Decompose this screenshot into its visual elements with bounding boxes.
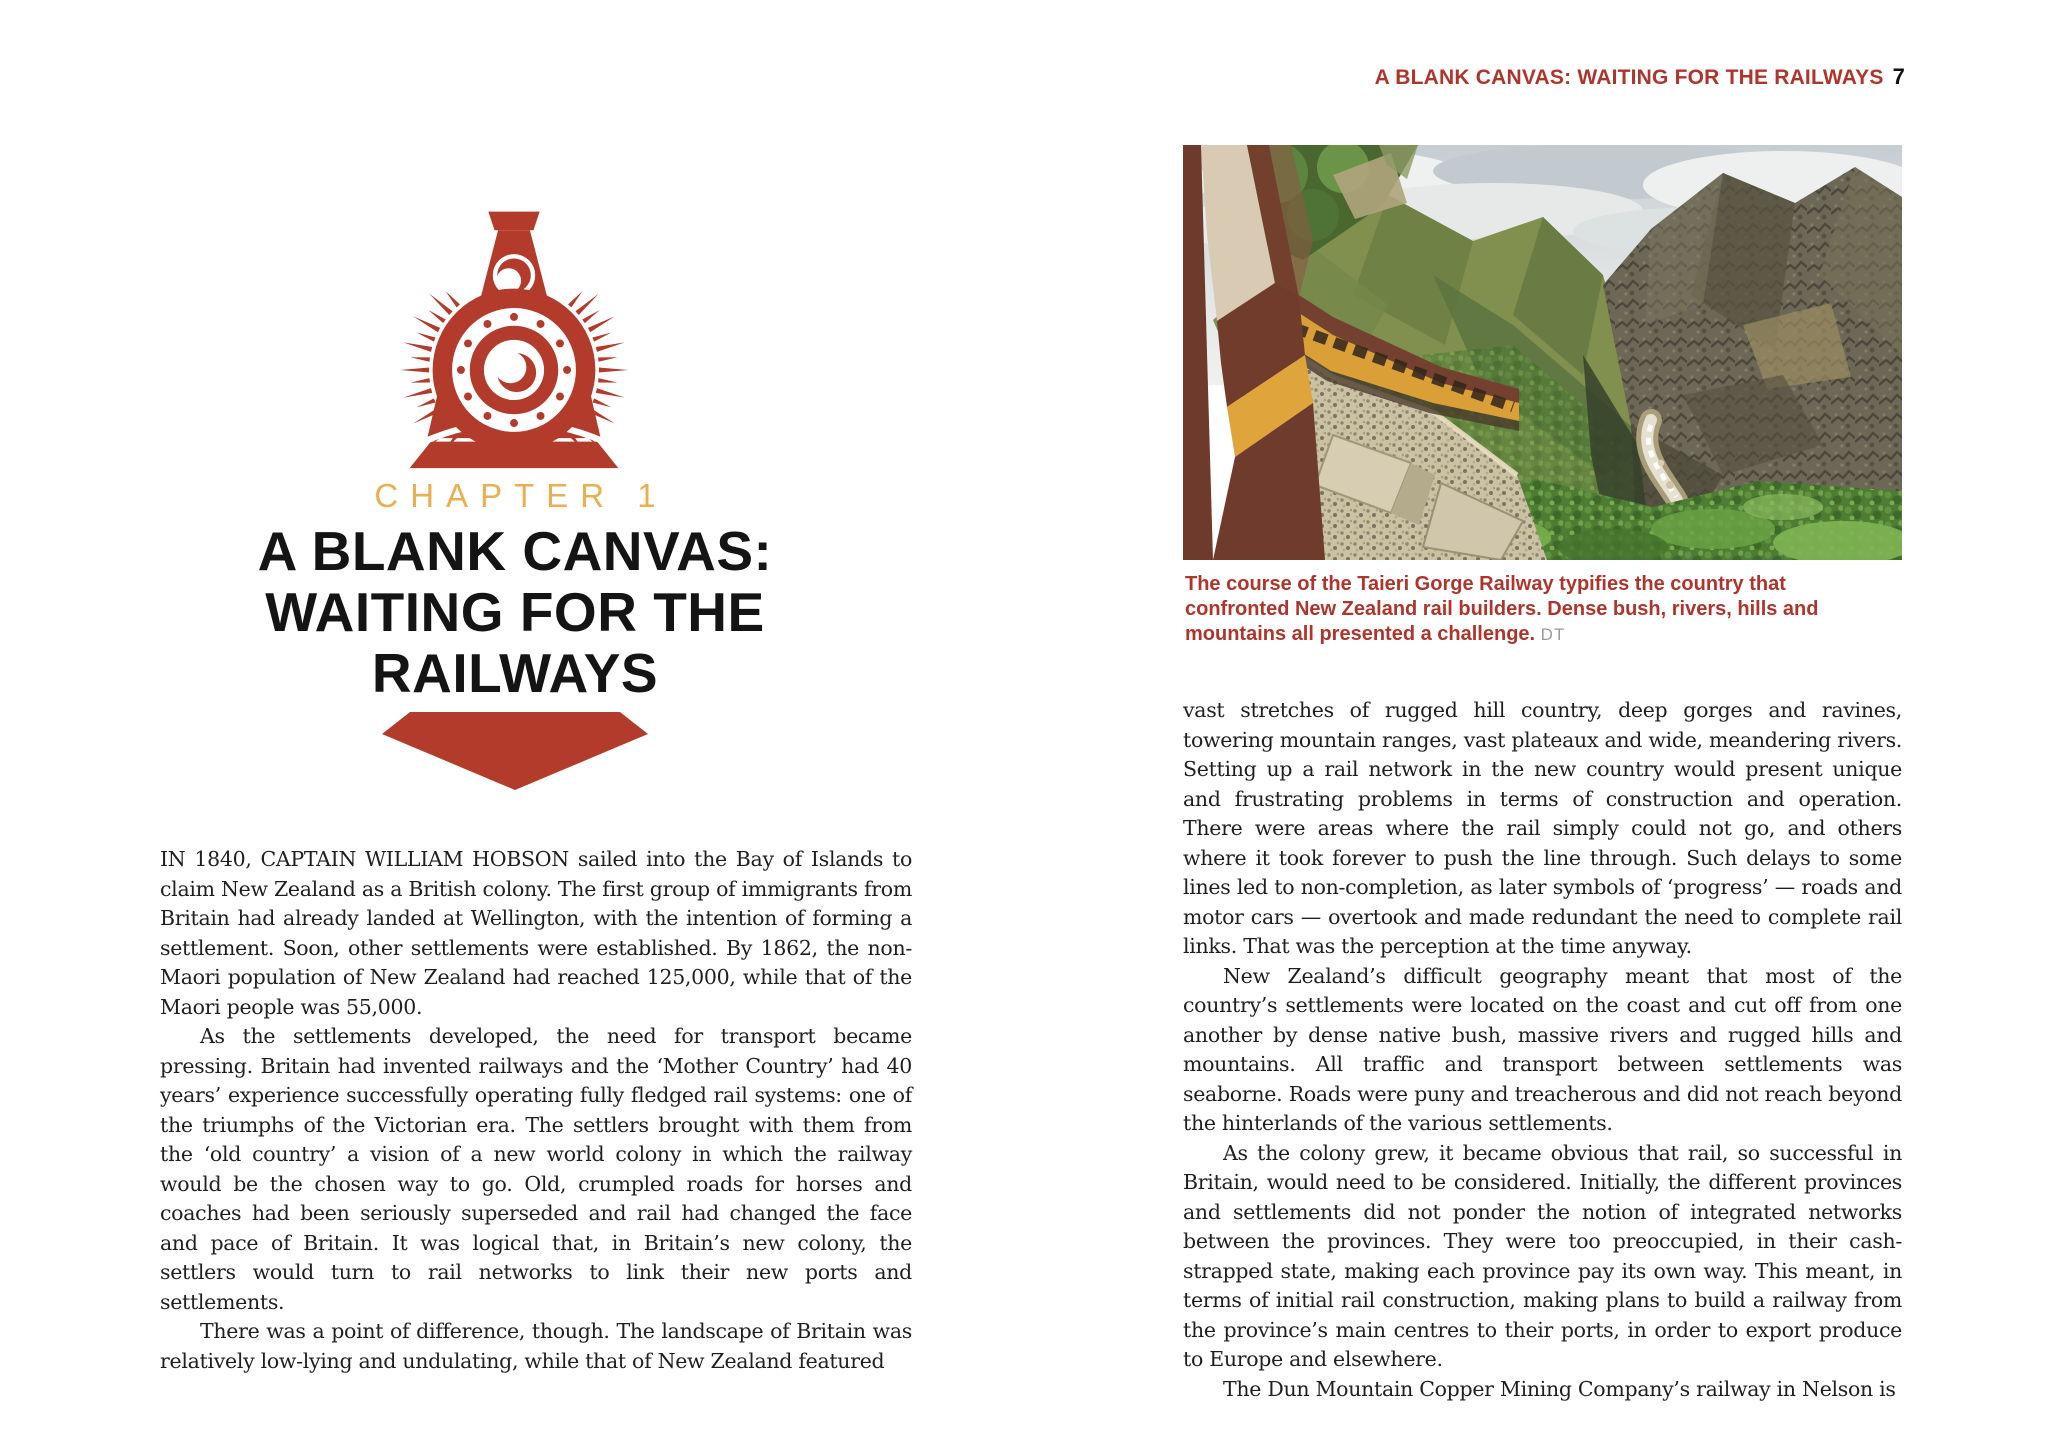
running-header <box>1183 64 1905 90</box>
chapter-title <box>160 521 870 704</box>
body-paragraph: The Dun Mountain Copper Mining Company’s railway in Nelson is <box>1223 1376 1896 1401</box>
chapter-title-line-2: WAITING FOR THE <box>265 581 765 643</box>
chapter-title-line-3: RAILWAYS <box>371 642 659 704</box>
body-paragraph: As the settlements developed, the need for transport became pressing. Britain had invented railways and the ‘Mother Country’ had 40 years’ experience successfully operating fully fledged rail systems: one of the triumphs of the Victorian era. The settlers brought with them from the ‘old country’ a vision of a new world colony in which the railway would be the chosen way to go. Old, crumpled roads for horses and coaches had been seriously superseded and rail had changed the face and pace of Britain. It was logical that, in Britain’s new colony, the settlers would turn to rail networks to link their new ports and settlements. <box>160 1024 912 1314</box>
photo-caption-text: The course of the Taieri Gorge Railway typifies the country that confronted New Zealand rail builders. Dense bush, rivers, hills and mountains all presented a challenge. <box>1185 573 1819 645</box>
body-paragraph: There was a point of difference, though. The landscape of Britain was relatively low-lying and undulating, while that of New Zealand featured <box>160 1319 912 1373</box>
body-paragraph: vast stretches of rugged hill country, deep gorges and ravines, towering mountain ranges, vast plateaux and wide, meandering rivers. Setting up a rail network in the new country would present unique and frustrating problems in terms of construction and operation. There were areas where the rail simply could not go, and others where it took forever to push the line through. Such delays to some lines led to non-completion, as later symbols of ‘progress’ — roads and motor cars — overtook and made redundant the need to complete rail links. That was the perception at the time anyway. <box>1183 698 1902 958</box>
photo-credit: DT <box>1540 625 1566 644</box>
page-number: 7 <box>1892 64 1905 89</box>
body-paragraph: As the colony grew, it became obvious that rail, so successful in Britain, would need to be considered. Initially, the different provinces and settlements did not ponder the notion of integrated networks between the provinces. They were too preoccupied, in their cash-strapped state, making each province pay its own way. This meant, in terms of initial rail construction, making plans to build a railway from the province’s main centres to their ports, in order to export produce to Europe and elsewhere. <box>1183 1140 1902 1371</box>
taieri-gorge-photo <box>1183 145 1902 560</box>
left-page-body <box>160 845 912 1376</box>
body-paragraph: IN 1840, CAPTAIN WILLIAM HOBSON sailed into the Bay of Islands to claim New Zealand as a British colony. The first group of immigrants from Britain had already landed at Wellington, with the intention of forming a settlement. Soon, other settlements were established. By 1862, the non-Maori population of New Zealand had reached 125,000, while that of the Maori people was 55,000. <box>160 847 912 1019</box>
running-header-text: A BLANK CANVAS: WAITING FOR THE RAILWAYS <box>1374 66 1884 89</box>
right-page-body <box>1183 696 1902 1404</box>
chapter-label: CHAPTER 1 <box>374 477 668 514</box>
body-paragraph: New Zealand’s difficult geography meant that most of the country’s settlements were located on the coast and cut off from one another by dense native bush, massive rivers and rugged hills and mountains. All traffic and transport between settlements was seaborne. Roads were puny and treacherous and did not reach beyond the hinterlands of the various settlements. <box>1183 963 1902 1135</box>
photo-caption <box>1185 572 1891 647</box>
chapter-title-line-1: A BLANK CANVAS: <box>257 520 773 582</box>
locomotive-icon <box>399 206 629 472</box>
title-divider-banner-icon <box>382 712 648 790</box>
